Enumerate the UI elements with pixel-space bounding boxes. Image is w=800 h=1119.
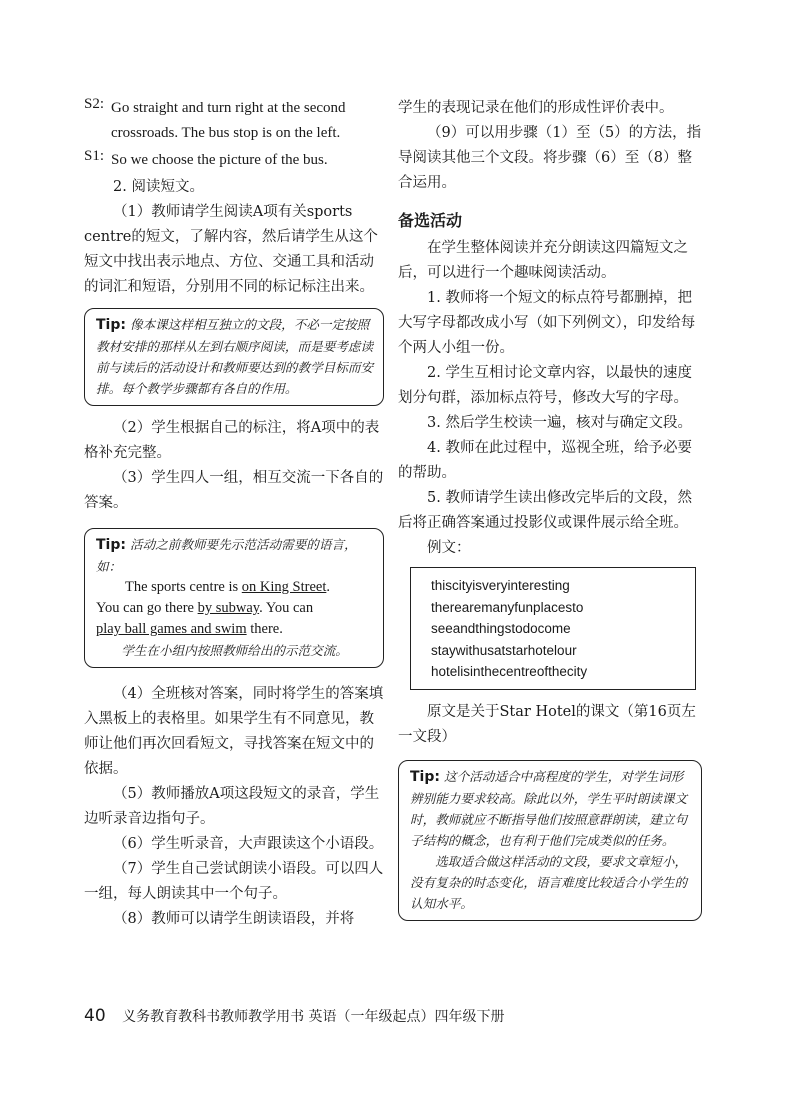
right-column — [398, 96, 702, 931]
underlined-phrase: play ball games and swim — [96, 621, 247, 637]
example-text-box — [410, 567, 696, 690]
left-column — [84, 96, 384, 932]
dialogue-line-2 — [84, 148, 384, 173]
tip-outro: 学生在小组内按照教师给出的示范交流。 — [121, 643, 348, 658]
page-number: 40 — [84, 1006, 106, 1026]
step-8-continued: 学生的表现记录在他们的形成性评价表中。 — [398, 100, 674, 116]
sentence-text: You can go there — [96, 600, 198, 616]
example-line: hotelisinthecentreofthecity — [431, 664, 588, 679]
activity-intro: 在学生整体阅读并充分朗读这四篇短文之后，可以进行一个趣味阅读活动。 — [398, 240, 688, 281]
speaker-label: S1: — [84, 148, 105, 164]
step-2: （2）学生根据自己的标注，将A项中的表格补充完整。 — [84, 420, 380, 461]
activity-step-4: 4. 教师在此过程中，巡视全班，给予必要的帮助。 — [398, 440, 692, 481]
example-line: seeandthingstodocome — [431, 621, 571, 636]
activity-step-2: 2. 学生互相讨论文章内容，以最快的速度划分句群，添加标点符号，修改大写的字母。 — [398, 365, 692, 406]
step-8: （8）教师可以请学生朗读语段，并将 — [113, 911, 355, 927]
page-footer — [84, 1006, 505, 1026]
tip-label: Tip: — [96, 317, 126, 333]
tip-box-2 — [84, 528, 384, 668]
speaker-label: S2: — [84, 96, 105, 112]
activity-step-5: 5. 教师请学生读出修改完毕后的文段，然后将正确答案通过投影仪或课件展示给全班。 — [398, 490, 692, 531]
underlined-phrase: on King Street — [241, 579, 327, 595]
example-line: therearemanyfunplacesto — [431, 599, 584, 615]
underlined-phrase: by subway — [197, 600, 260, 616]
step-6: （6）学生听录音，大声跟读这个小语段。 — [113, 836, 384, 852]
step-7: （7）学生自己尝试朗读小语段。可以四人一组，每人朗读其中一个句子。 — [84, 861, 384, 902]
activity-step-3: 3. 然后学生校读一遍，核对与确定文段。 — [427, 415, 692, 431]
dialogue-text: Go straight and turn right at the second crossroads. The bus stop is on the left. — [111, 100, 346, 141]
example-line: staywithusatstarhotelour — [431, 642, 577, 658]
sentence-text: The sports centre is — [125, 579, 242, 595]
dialogue-line-1 — [84, 96, 384, 146]
sentence-text: . You can — [259, 600, 314, 616]
tip-text: 像本课这样相互独立的文段，不必一定按照教材安排的那样从左到右顺序阅读，而是要考虑读前与读后的活动设计和教师要达到的教学目标而安排。每个教学步骤都有各自的作用。 — [96, 317, 374, 396]
step-1: （1）教师请学生阅读A项有关sports centre的短文，了解内容，然后请学生从这个短文中找出表示地点、方位、交通工具和活动的词汇和短语，分别用不同的标记标注出来。 — [84, 204, 378, 295]
example-line: thiscityisveryinteresting — [431, 578, 570, 593]
tip-label: Tip: — [410, 768, 440, 785]
step-9: （9）可以用步骤（1）至（5）的方法，指导阅读其他三个文段。将步骤（6）至（8）整合运用。 — [398, 125, 702, 191]
tip-label: Tip: — [96, 537, 126, 553]
book-title: 义务教育教科书教师教学用书 英语（一年级起点）四年级下册 — [122, 1009, 505, 1025]
sentence-text: there. — [246, 621, 283, 637]
tip-text-2: 选取适合做这样活动的文段，要求文章短小，没有复杂的时态变化，语言难度比较适合小学生的认知水平。 — [410, 853, 688, 911]
step-4: （4）全班核对答案，同时将学生的答案填入黑板上的表格里。如果学生有不同意见，教师让他们再次回看短文，寻找答案在短文中的依据。 — [84, 686, 384, 777]
tip-box-1 — [84, 308, 384, 406]
section-reading-title: 2. 阅读短文。 — [113, 179, 204, 195]
example-sentence-2 — [96, 598, 374, 619]
source-note: 原文是关于Star Hotel的课文（第16页左一文段） — [398, 703, 696, 745]
sentence-text: . — [326, 579, 330, 595]
example-sentence-3 — [96, 619, 374, 640]
step-5: （5）教师播放A项这段短文的录音，学生边听录音边指句子。 — [84, 786, 380, 827]
activity-step-1: 1. 教师将一个短文的标点符号都删掉，把大写字母都改成小写（如下列例文），印发给每个两人小组一份。 — [398, 290, 696, 356]
example-label: 例文： — [427, 540, 471, 556]
section-heading-optional-activity: 备选活动 — [398, 211, 463, 230]
tip-box-3 — [398, 760, 702, 921]
tip-intro: 活动之前教师要先示范活动需要的语言，如： — [96, 537, 357, 574]
tip-text: 这个活动适合中高程度的学生，对学生词形辨别能力要求较高。除此以外，学生平时朗读课文时，教师就应不断指导他们按照意群朗读，建立句子结构的概念，也有利于他们完成类似的任务。 — [410, 768, 688, 848]
dialogue-text: So we choose the picture of the bus. — [111, 152, 328, 168]
example-sentence-1 — [96, 577, 374, 598]
step-3: （3）学生四人一组，相互交流一下各自的答案。 — [84, 470, 384, 511]
